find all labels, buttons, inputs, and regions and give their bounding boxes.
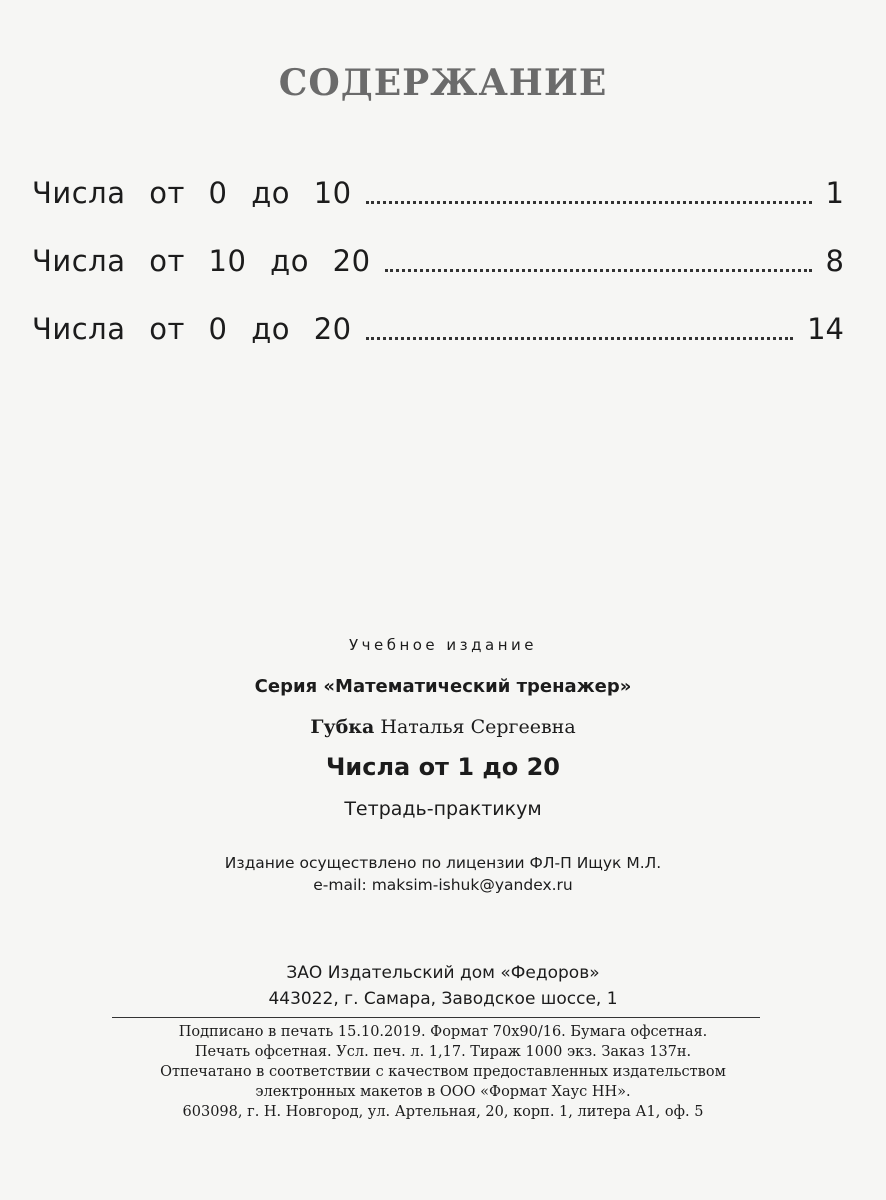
book-subtitle: Тетрадь-практикум [344, 798, 542, 820]
toc-dot-leader [385, 269, 812, 272]
toc-item [32, 306, 844, 346]
toc-item-page: 8 [825, 244, 844, 278]
print-info-line: Отпечатано в соответствии с качеством предоставленных издательством [160, 1064, 726, 1080]
toc-item-page: 1 [825, 176, 844, 210]
toc-item [32, 170, 844, 210]
publisher-name: ЗАО Издательский дом «Федоров» [286, 963, 600, 983]
print-info [0, 1022, 886, 1122]
email-text: e-mail: maksim-ishuk@yandex.ru [313, 876, 573, 894]
author-surname: Губка [310, 716, 375, 738]
toc-dot-leader [366, 201, 812, 204]
contents-title: СОДЕРЖАНИЕ [278, 62, 608, 104]
print-info-line: Подписано в печать 15.10.2019. Формат 70х90/16. Бумага офсетная. [178, 1024, 708, 1040]
print-info-line: Печать офсетная. Усл. печ. л. 1,17. Тираж 1000 экз. Заказ 137н. [194, 1044, 692, 1060]
toc-dot-leader [366, 337, 793, 340]
toc-item [32, 238, 844, 278]
series-name: Серия «Математический тренажер» [254, 676, 632, 697]
publisher-block [0, 960, 886, 1012]
toc-item-label: Числа от 0 до 10 [32, 176, 352, 210]
toc-item-page: 14 [807, 312, 844, 346]
license-block [0, 852, 886, 896]
print-info-line: 603098, г. Н. Новгород, ул. Артельная, 20, корп. 1, литера А1, оф. 5 [182, 1104, 704, 1120]
author-name: Наталья Сергеевна [380, 716, 576, 738]
print-info-line: электронных макетов в ООО «Формат Хаус НН». [255, 1084, 631, 1100]
toc-item-label: Числа от 10 до 20 [32, 244, 371, 278]
license-text: Издание осуществлено по лицензии ФЛ-П Ищук М.Л. [224, 854, 662, 872]
toc-item-label: Числа от 0 до 20 [32, 312, 352, 346]
author [0, 716, 886, 738]
edition-type: Учебное издание [348, 636, 538, 654]
publisher-address: 443022, г. Самара, Заводское шоссе, 1 [268, 989, 618, 1009]
book-title: Числа от 1 до 20 [326, 753, 560, 781]
divider [112, 1017, 760, 1018]
